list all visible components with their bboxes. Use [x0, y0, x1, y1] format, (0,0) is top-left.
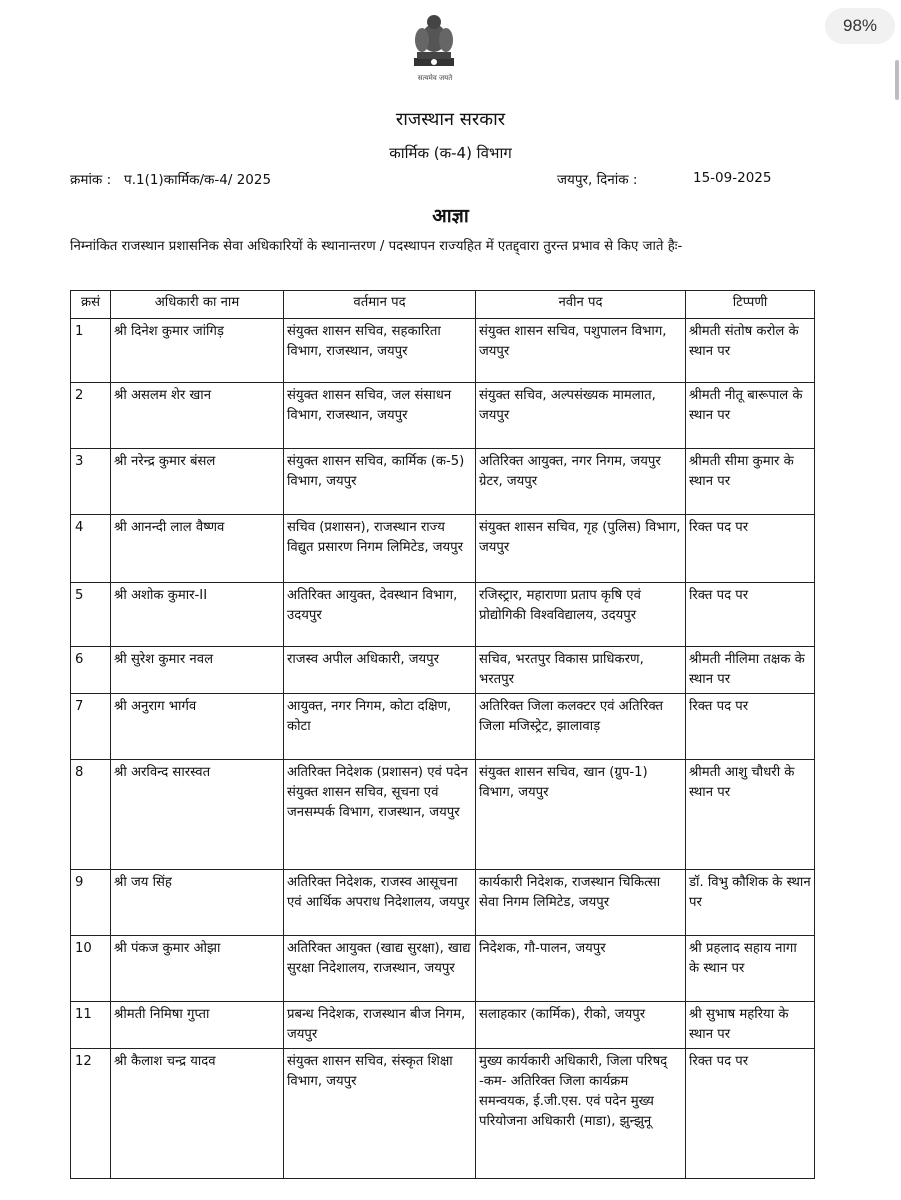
zoom-indicator[interactable]: 98% [825, 8, 895, 44]
row-new-post: सलाहकार (कार्मिक), रीको, जयपुर [476, 1002, 686, 1049]
table-row [71, 1049, 815, 1179]
row-sno: 3 [71, 449, 111, 515]
row-current-post: संयुक्त शासन सचिव, संस्कृत शिक्षा विभाग, जयपुर [284, 1049, 476, 1179]
table-row [71, 694, 815, 760]
row-name: श्री अरविन्द सारस्वत [111, 760, 284, 870]
row-remark: श्री सुभाष महरिया के स्थान पर [686, 1002, 815, 1049]
row-new-post: सचिव, भरतपुर विकास प्राधिकरण, भरतपुर [476, 647, 686, 694]
row-new-post: अतिरिक्त जिला कलक्टर एवं अतिरिक्त जिला मजिस्ट्रेट, झालावाड़ [476, 694, 686, 760]
row-current-post: आयुक्त, नगर निगम, कोटा दक्षिण, कोटा [284, 694, 476, 760]
table-row [71, 647, 815, 694]
row-new-post: निदेशक, गौ-पालन, जयपुर [476, 936, 686, 1002]
order-title: आज्ञा [432, 205, 469, 227]
place-date-label: जयपुर, दिनांक : [557, 172, 638, 188]
row-name: श्री सुरेश कुमार नवल [111, 647, 284, 694]
row-sno: 5 [71, 583, 111, 647]
table-row [71, 383, 815, 449]
header-current-post: वर्तमान पद [284, 291, 476, 319]
reference-value: प.1(1)कार्मिक/क-4/ 2025 [124, 172, 272, 188]
row-remark: श्री प्रहलाद सहाय नागा के स्थान पर [686, 936, 815, 1002]
row-name: श्री असलम शेर खान [111, 383, 284, 449]
row-current-post: राजस्व अपील अधिकारी, जयपुर [284, 647, 476, 694]
row-name: श्री पंकज कुमार ओझा [111, 936, 284, 1002]
row-name: श्रीमती निमिषा गुप्ता [111, 1002, 284, 1049]
scrollbar[interactable] [895, 60, 899, 100]
row-current-post: संयुक्त शासन सचिव, जल संसाधन विभाग, राजस्थान, जयपुर [284, 383, 476, 449]
row-remark: रिक्त पद पर [686, 583, 815, 647]
row-current-post: अतिरिक्त आयुक्त, देवस्थान विभाग, उदयपुर [284, 583, 476, 647]
row-sno: 2 [71, 383, 111, 449]
table-row [71, 583, 815, 647]
row-remark: डॉ. विभु कौशिक के स्थान पर [686, 870, 815, 936]
row-current-post: प्रबन्ध निदेशक, राजस्थान बीज निगम, जयपुर [284, 1002, 476, 1049]
row-current-post: सचिव (प्रशासन), राजस्थान राज्य विद्युत प्रसारण निगम लिमिटेड, जयपुर [284, 515, 476, 583]
table-header-row [71, 291, 815, 319]
row-name: श्री आनन्दी लाल वैष्णव [111, 515, 284, 583]
row-name: श्री नरेन्द्र कुमार बंसल [111, 449, 284, 515]
row-sno: 1 [71, 319, 111, 383]
row-new-post: कार्यकारी निदेशक, राजस्थान चिकित्सा सेवा निगम लिमिटेड, जयपुर [476, 870, 686, 936]
table-row [71, 760, 815, 870]
row-new-post: रजिस्ट्रार, महाराणा प्रताप कृषि एवं प्रोद्योगिकी विश्वविद्यालय, उदयपुर [476, 583, 686, 647]
row-sno: 7 [71, 694, 111, 760]
row-new-post: संयुक्त शासन सचिव, गृह (पुलिस) विभाग, जयपुर [476, 515, 686, 583]
row-remark: श्रीमती आशु चौधरी के स्थान पर [686, 760, 815, 870]
row-new-post: संयुक्त शासन सचिव, खान (ग्रुप-1) विभाग, जयपुर [476, 760, 686, 870]
table-row [71, 449, 815, 515]
row-name: श्री दिनेश कुमार जांगिड़ [111, 319, 284, 383]
reference-label: क्रमांक : [70, 172, 112, 188]
row-sno: 10 [71, 936, 111, 1002]
row-name: श्री अनुराग भार्गव [111, 694, 284, 760]
header-name: अधिकारी का नाम [111, 291, 284, 319]
table-row [71, 936, 815, 1002]
row-sno: 8 [71, 760, 111, 870]
row-remark: रिक्त पद पर [686, 1049, 815, 1179]
transfer-table [70, 290, 815, 1179]
row-new-post: संयुक्त सचिव, अल्पसंख्यक मामलात, जयपुर [476, 383, 686, 449]
row-new-post: संयुक्त शासन सचिव, पशुपालन विभाग, जयपुर [476, 319, 686, 383]
row-remark: रिक्त पद पर [686, 515, 815, 583]
row-new-post: अतिरिक्त आयुक्त, नगर निगम, जयपुर ग्रेटर, जयपुर [476, 449, 686, 515]
table-row [71, 870, 815, 936]
row-new-post: मुख्य कार्यकारी अधिकारी, जिला परिषद् -कम- अतिरिक्त जिला कार्यक्रम समन्वयक, ई.जी.एस. एवं पदेन मुख्य परियोजना अधिकारी (माडा), झुन्झुनू [476, 1049, 686, 1179]
row-sno: 6 [71, 647, 111, 694]
row-sno: 11 [71, 1002, 111, 1049]
row-current-post: संयुक्त शासन सचिव, कार्मिक (क-5) विभाग, जयपुर [284, 449, 476, 515]
row-sno: 9 [71, 870, 111, 936]
header-remark: टिप्पणी [686, 291, 815, 319]
row-current-post: संयुक्त शासन सचिव, सहकारिता विभाग, राजस्थान, जयपुर [284, 319, 476, 383]
row-remark: श्रीमती नीलिमा तक्षक के स्थान पर [686, 647, 815, 694]
row-current-post: अतिरिक्त निदेशक (प्रशासन) एवं पदेन संयुक्त शासन सचिव, सूचना एवं जनसम्पर्क विभाग, राजस्थान, जयपुर [284, 760, 476, 870]
row-remark: श्रीमती नीतू बारूपाल के स्थान पर [686, 383, 815, 449]
row-name: श्री कैलाश चन्द्र यादव [111, 1049, 284, 1179]
table-row [71, 515, 815, 583]
row-sno: 12 [71, 1049, 111, 1179]
row-remark: रिक्त पद पर [686, 694, 815, 760]
table-row [71, 319, 815, 383]
row-current-post: अतिरिक्त आयुक्त (खाद्य सुरक्षा), खाद्य सुरक्षा निदेशालय, राजस्थान, जयपुर [284, 936, 476, 1002]
row-name: श्री अशोक कुमार-II [111, 583, 284, 647]
reference-number [70, 170, 271, 188]
header-sno: क्रसं [71, 291, 111, 319]
order-intro: निम्नांकित राजस्थान प्रशासनिक सेवा अधिकारियों के स्थानान्तरण / पदस्थापन राज्यहित में एतद्द्वारा तुरन्त प्रभाव से किए जाते हैः- [70, 239, 683, 254]
government-name: राजस्थान सरकार [395, 109, 506, 130]
row-sno: 4 [71, 515, 111, 583]
department-name: कार्मिक (क-4) विभाग [389, 144, 512, 162]
row-remark: श्रीमती सीमा कुमार के स्थान पर [686, 449, 815, 515]
row-current-post: अतिरिक्त निदेशक, राजस्व आसूचना एवं आर्थिक अपराध निदेशालय, जयपुर [284, 870, 476, 936]
ashoka-emblem-icon [405, 8, 463, 82]
order-date: 15-09-2025 [693, 170, 772, 186]
row-remark: श्रीमती संतोष करोल के स्थान पर [686, 319, 815, 383]
header-new-post: नवीन पद [476, 291, 686, 319]
row-name: श्री जय सिंह [111, 870, 284, 936]
emblem-motto: सत्यमेव जयते [417, 74, 453, 82]
table-row [71, 1002, 815, 1049]
